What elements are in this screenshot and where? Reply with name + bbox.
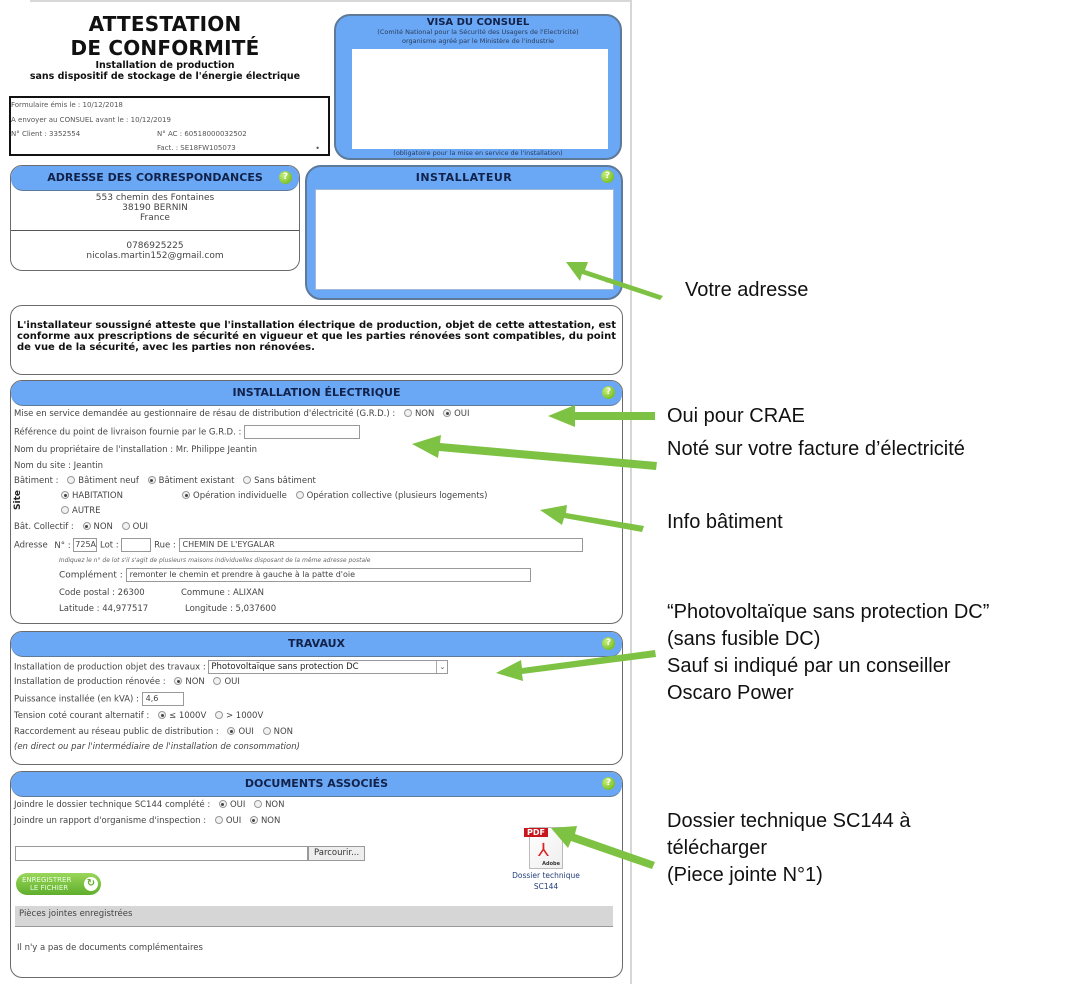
renovated-yes-label: OUI: [224, 677, 240, 687]
number-label: N° :: [54, 540, 71, 551]
help-icon[interactable]: ?: [601, 170, 614, 183]
street-input[interactable]: CHEMIN DE L'EYGALAR: [179, 538, 583, 552]
op-collective-label: Opération collective (plusieurs logements): [306, 491, 488, 501]
send-before-date: A envoyer au CONSUEL avant le : 10/12/2019: [11, 116, 171, 124]
adobe-label: Adobe: [542, 861, 560, 867]
help-icon[interactable]: ?: [602, 777, 615, 790]
address-email: nicolas.martin152@gmail.com: [86, 251, 224, 261]
arrow-crae-icon: [548, 405, 655, 427]
site-label: Site: [13, 490, 23, 510]
visa-title: VISA DU CONSUEL: [426, 17, 530, 28]
arrow-address-icon: [566, 262, 663, 300]
client-number: N° Client : 3352554: [11, 130, 81, 138]
commune: Commune : ALIXAN: [181, 588, 265, 598]
invoice-number: Fact. : SE18FW105073: [157, 144, 236, 152]
help-icon[interactable]: ?: [602, 386, 615, 399]
complement-label: Complément :: [59, 570, 123, 581]
site-name-row: Nom du site : Jeantin: [14, 461, 104, 471]
address-country: France: [140, 213, 170, 223]
note-sc144-line-2: télécharger: [667, 837, 768, 859]
sc144-yes-label: OUI: [229, 800, 246, 810]
connection-note: (en direct ou par l'intermédiaire de l'installation de consommation): [14, 742, 300, 752]
habitation-label: HABITATION: [72, 491, 123, 501]
help-icon[interactable]: ?: [602, 637, 615, 650]
complement-input[interactable]: remonter le chemin et prendre à gauche à la patte d'oie: [126, 568, 531, 582]
works-title: TRAVAUX: [287, 637, 346, 650]
attestation-statement: L'installateur soussigné atteste que l'installation électrique de production, objet de cette attestation, est conforme aux prescriptions de sécurité en vigueur et que les parties rénovées sont compatibles, du point de vue de la sécurité, avec les parties non rénovées.: [10, 305, 623, 375]
title-line-1: ATTESTATION: [88, 12, 242, 36]
note-sc144-line-1: Dossier technique SC144 à: [667, 810, 911, 832]
autre-label: AUTRE: [72, 506, 101, 516]
voltage-high-label: > 1000V: [225, 711, 264, 721]
sc144-no-label: NON: [265, 800, 285, 810]
lot-hint: Indiquez le n° de lot s'il s'agit de plusieurs maisons individuelles disposant de la même adresse postale: [59, 557, 371, 564]
longitude: Longitude : 5,037600: [185, 604, 277, 614]
renovated-no-label: NON: [185, 677, 205, 687]
pdf-label-2[interactable]: SC144: [533, 882, 559, 891]
note-pv-line-2: (sans fusible DC): [667, 628, 821, 650]
acrobat-logo-icon: ⅄: [538, 840, 549, 861]
collective-label: Bât. Collectif :: [14, 522, 74, 532]
note-sc144: [667, 808, 910, 889]
note-crae: Oui pour CRAE: [667, 405, 805, 427]
work-type-value: Photovoltaïque sans protection DC: [211, 662, 359, 672]
attachments-header: Pièces jointes enregistrées: [15, 906, 613, 927]
inspection-label: Joindre un rapport d'organisme d'inspection :: [14, 816, 207, 826]
attachments-empty-message: Il n'y a pas de documents complémentaires: [17, 943, 203, 953]
note-sc144-line-3: (Piece jointe N°1): [667, 864, 823, 886]
save-label-1: ENREGISTRER: [22, 876, 72, 884]
sc144-label: Joindre le dossier technique SC144 complété :: [14, 800, 211, 810]
arrow-sc144-icon: [551, 826, 655, 869]
power-input[interactable]: 4,6: [142, 692, 184, 706]
street-label: Rue :: [154, 540, 176, 551]
address-phone: 0786925225: [126, 241, 184, 251]
visa-subtitle-1: (Comité National pour la Sécurité des Usagers de l'Electricité): [377, 28, 579, 36]
connection-yes-label: OUI: [238, 727, 254, 737]
voltage-low-label: ≤ 1000V: [169, 711, 207, 721]
building-new-label: Bâtiment neuf: [78, 476, 139, 486]
op-individual-label: Opération individuelle: [193, 491, 287, 501]
subtitle-line-2: sans dispositif de stockage de l'énergie électrique: [29, 71, 301, 82]
inspection-no-label: NON: [260, 816, 281, 826]
work-type-label: Installation de production objet des travaux :: [14, 662, 206, 673]
visa-subtitle-2: organisme agréé par le Ministère de l'industrie: [401, 37, 554, 45]
refresh-icon: ↻: [84, 877, 98, 891]
number-input[interactable]: 725A: [73, 538, 97, 552]
power-label: Puissance installée (en kVA) :: [14, 694, 139, 705]
note-pv: [667, 599, 989, 707]
pdf-tag: PDF: [524, 828, 548, 837]
note-invoice: Noté sur votre facture d’électricité: [667, 438, 965, 460]
renovated-label: Installation de production rénovée :: [14, 677, 166, 687]
building-none-label: Sans bâtiment: [254, 476, 316, 486]
inspection-yes-label: OUI: [225, 816, 242, 826]
address-street: 553 chemin des Fontaines: [95, 193, 215, 203]
installer-title: INSTALLATEUR: [415, 171, 513, 184]
address-city: 38190 BERNIN: [122, 203, 188, 213]
chevron-down-icon[interactable]: ⌄: [436, 661, 447, 673]
address-title: ADRESSE DES CORRESPONDANCES: [47, 171, 263, 184]
lot-label: Lot :: [99, 540, 119, 551]
latitude: Latitude : 44,977517: [59, 604, 149, 614]
note-pv-line-1: “Photovoltaïque sans protection DC”: [667, 601, 990, 623]
ref-label: Référence du point de livraison fournie par le G.R.D. :: [14, 427, 242, 438]
help-icon[interactable]: ?: [279, 171, 292, 184]
connection-no-label: NON: [273, 727, 294, 737]
collective-yes-label: OUI: [132, 522, 149, 532]
grd-no-label: NON: [414, 409, 435, 419]
address-label: Adresse: [14, 540, 48, 551]
save-label-2: LE FICHIER: [30, 884, 69, 892]
subtitle-line-1: Installation de production: [95, 60, 235, 71]
browse-button[interactable]: Parcourir...: [308, 846, 365, 861]
pdf-label-1[interactable]: Dossier technique: [512, 871, 580, 880]
voltage-label: Tension coté courant alternatif :: [14, 711, 150, 721]
note-pv-line-4: Oscaro Power: [667, 682, 794, 704]
documents-title: DOCUMENTS ASSOCIÉS: [244, 777, 389, 790]
building-label: Bâtiment :: [14, 476, 59, 486]
connection-label: Raccordement au réseau public de distribution :: [14, 727, 219, 737]
grd-label: Mise en service demandée au gestionnaire de résau de distribution d'électricité (G.R.D.) :: [14, 409, 396, 419]
ac-number: N° AC : 60518000032502: [157, 130, 247, 138]
title-line-2: DE CONFORMITÉ: [70, 36, 260, 60]
marker: •: [315, 144, 320, 153]
electrical-title: INSTALLATION ÉLECTRIQUE: [232, 386, 401, 399]
note-address: Votre adresse: [685, 279, 809, 301]
note-pv-line-3: Sauf si indiqué par un conseiller: [667, 655, 951, 677]
arrow-invoice-icon: [412, 435, 657, 470]
collective-no-label: NON: [93, 522, 113, 532]
owner-row: Nom du propriétaire de l'installation : Mr. Philippe Jeantin: [14, 445, 257, 455]
grd-yes-label: OUI: [454, 409, 470, 419]
visa-footer: (obligatoire pour la mise en service de l'installation): [393, 149, 563, 157]
building-existing-label: Bâtiment existant: [158, 476, 235, 486]
arrow-building-icon: [540, 505, 644, 532]
note-building: Info bâtiment: [667, 511, 783, 533]
arrow-pv-icon: [496, 650, 656, 681]
postal-code: Code postal : 26300: [59, 588, 145, 598]
emitted-date: Formulaire émis le : 10/12/2018: [11, 101, 123, 109]
